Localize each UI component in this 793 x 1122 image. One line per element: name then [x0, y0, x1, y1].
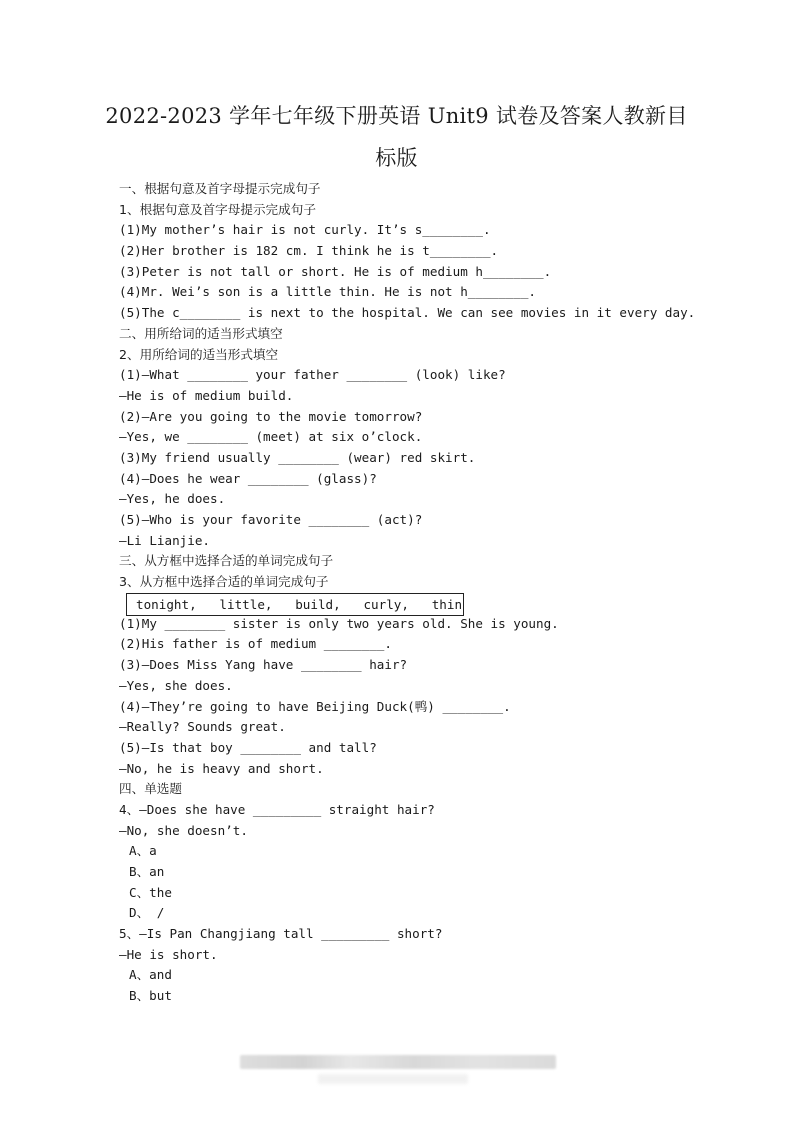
- question-line: (3)—Does Miss Yang have ________ hair?: [119, 657, 408, 673]
- option-a: A、a: [129, 843, 157, 859]
- question-line: —Yes, we ________ (meet) at six o’clock.: [119, 429, 423, 445]
- question-line: (2)His father is of medium ________.: [119, 636, 392, 652]
- question-line: (1)—What ________ your father ________ (look) like?: [119, 367, 506, 383]
- option-d: D、 /: [129, 905, 165, 921]
- section-2-subheading: 2、用所给词的适当形式填空: [119, 346, 279, 362]
- question-line: —No, he is heavy and short.: [119, 760, 324, 776]
- question-line: —Really? Sounds great.: [119, 719, 286, 735]
- section-1-subheading: 1、根据句意及首字母提示完成句子: [119, 201, 316, 217]
- question-line: (1)My ________ sister is only two years old. She is young.: [119, 615, 559, 631]
- option-b: B、an: [129, 864, 165, 879]
- section-1-heading: 一、根据句意及首字母提示完成句子: [119, 181, 321, 196]
- section-4-heading: 四、单选题: [119, 781, 182, 797]
- question-line: (5)—Who is your favorite ________ (act)?: [119, 512, 423, 527]
- word-box: tonight, little, build, curly, thin: [126, 593, 464, 616]
- question-5-line: 5、—Is Pan Changjiang tall _________ short?: [119, 926, 443, 942]
- question-line: (2)—Are you going to the movie tomorrow?: [119, 408, 423, 424]
- question-line: (5)—Is that boy ________ and tall?: [119, 739, 377, 755]
- question-line: (1)My mother’s hair is not curly. It’s s________.: [119, 222, 491, 238]
- blurred-watermark: [240, 1055, 556, 1069]
- question-4-line: —No, she doesn’t.: [119, 822, 248, 838]
- question-line: —He is of medium build.: [119, 387, 294, 403]
- question-line: (4)—Does he wear ________ (glass)?: [119, 470, 377, 486]
- question-line: (4)Mr. Wei’s son is a little thin. He is not h________.: [119, 284, 537, 300]
- section-3-heading: 三、从方框中选择合适的单词完成句子: [119, 553, 334, 569]
- option-b: B、but: [129, 988, 172, 1004]
- section-2-heading: 二、用所给词的适当形式填空: [119, 325, 283, 341]
- question-line: (5)The c________ is next to the hospital. We can see movies in it every day.: [119, 305, 696, 321]
- question-line: —Yes, he does.: [119, 491, 226, 507]
- option-a: A、and: [129, 967, 172, 983]
- blurred-watermark-secondary: [318, 1074, 468, 1084]
- question-line: (2)Her brother is 182 cm. I think he is t________.: [119, 243, 499, 259]
- question-4-line: 4、—Does she have _________ straight hair?: [119, 801, 435, 817]
- document-title-line-2: 标版: [375, 146, 418, 170]
- question-line: (3)Peter is not tall or short. He is of medium h________.: [119, 263, 552, 279]
- question-line: —Li Lianjie.: [119, 532, 210, 548]
- section-3-subheading: 3、从方框中选择合适的单词完成句子: [119, 574, 329, 590]
- question-line: —Yes, she does.: [119, 677, 233, 693]
- question-line: (4)—They’re going to have Beijing Duck(鸭) ________.: [119, 698, 511, 714]
- option-c: C、the: [129, 884, 172, 900]
- document-title-line-1: 2022-2023 学年七年级下册英语 Unit9 试卷及答案人教新目: [105, 104, 688, 128]
- document-body: [119, 179, 699, 1007]
- question-line: (3)My friend usually ________ (wear) red skirt.: [119, 449, 476, 465]
- question-5-line: —He is short.: [119, 946, 218, 962]
